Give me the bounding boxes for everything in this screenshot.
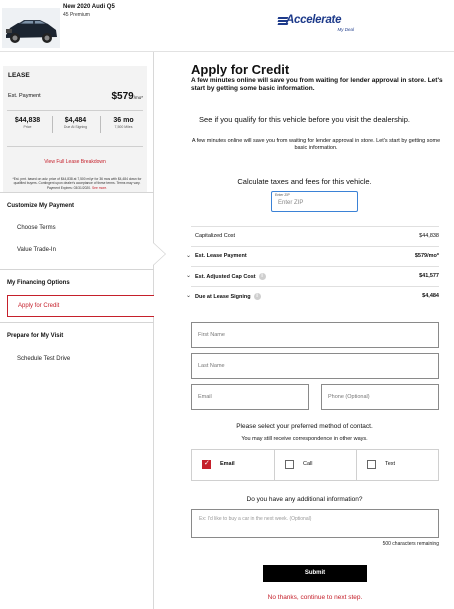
page-title: Apply for Credit xyxy=(191,62,290,77)
sidebar-item-value-trade-in[interactable]: Value Trade-In xyxy=(17,247,56,253)
row-value: $44,838 xyxy=(419,233,439,239)
row-value: $579/mo* xyxy=(414,253,439,259)
row-label-wrap xyxy=(195,293,261,300)
car-name: New 2020 Audi Q5 xyxy=(63,4,115,10)
accelerate-logo[interactable] xyxy=(278,14,358,36)
contact-method-text[interactable] xyxy=(356,450,438,480)
sidebar-divider xyxy=(0,322,154,323)
car-thumbnail xyxy=(2,8,60,48)
call-checkbox[interactable] xyxy=(285,460,294,469)
lease-title: LEASE xyxy=(8,72,30,79)
row-label: Est. Adjusted Cap Cost xyxy=(195,273,256,280)
page-header xyxy=(0,0,454,52)
lease-disclaimer xyxy=(7,177,147,190)
view-lease-breakdown-link[interactable]: View Full Lease Breakdown xyxy=(44,159,106,165)
chevron-down-icon: ⌄ xyxy=(186,293,192,299)
row-label: Est. Lease Payment xyxy=(195,253,247,259)
row-label-wrap xyxy=(195,273,266,280)
est-payment-label: Est. Payment xyxy=(8,93,41,99)
card-divider xyxy=(7,146,143,147)
contact-method-label: Text xyxy=(385,461,396,467)
qualify-description: A few minutes online will save you from waiting for lender approval in store. Let's start by getting some basic information. xyxy=(191,138,441,151)
no-thanks-link[interactable]: No thanks, continue to next step. xyxy=(267,594,363,601)
sidebar-divider xyxy=(0,192,154,193)
row-capitalized-cost xyxy=(191,226,439,244)
zip-floating-label: Enter ZIP xyxy=(275,193,290,197)
qualify-heading: See if you qualify for this vehicle before you visit the dealership. xyxy=(199,115,410,124)
characters-remaining: 500 characters remaining xyxy=(382,541,439,547)
sidebar-heading-financing: My Financing Options xyxy=(7,280,70,286)
sidebar-divider xyxy=(0,269,154,270)
stat-term xyxy=(101,117,146,129)
contact-method-label: Call xyxy=(303,461,313,467)
row-value: $4,484 xyxy=(422,293,439,299)
contact-method-group xyxy=(191,449,439,481)
last-name-field[interactable] xyxy=(191,353,439,379)
contact-preference-heading: Please select your preferred method of contact. xyxy=(236,423,373,430)
disclaimer-text: *Est. pmt. based on adv. price of $44,838 at 7,500 mi/yr for 36 mos with $4,484 down for qualified buyers. Contingent upon dealer's acceptance of these terms. Terms may vary. Payment Expires: 03/31/2020. xyxy=(12,177,142,190)
main-content xyxy=(155,52,454,609)
disclaimer-see-more-link[interactable]: See more. xyxy=(91,185,108,190)
stat-price xyxy=(5,117,50,129)
contact-method-label: Email xyxy=(220,461,235,467)
sidebar-item-choose-terms[interactable]: Choose Terms xyxy=(17,225,56,231)
logo-text: Accelerate xyxy=(286,14,342,26)
contact-method-email[interactable] xyxy=(192,450,274,480)
lease-summary-card xyxy=(3,66,147,192)
text-checkbox[interactable] xyxy=(367,460,376,469)
stat-label: Price xyxy=(23,125,32,129)
first-name-placeholder: First Name xyxy=(198,332,225,338)
phone-placeholder: Phone (Optional) xyxy=(328,394,370,400)
row-est-lease-payment[interactable] xyxy=(186,246,439,264)
sidebar xyxy=(0,52,154,609)
row-label: Capitalized Cost xyxy=(195,233,236,239)
zip-placeholder: Enter ZIP xyxy=(278,200,304,206)
additional-info-textarea[interactable] xyxy=(191,509,439,538)
chevron-down-icon: ⌄ xyxy=(186,273,192,279)
stat-label: 7,500 Miles xyxy=(114,125,133,129)
first-name-field[interactable] xyxy=(191,322,439,348)
sidebar-item-apply-for-credit[interactable] xyxy=(7,295,154,317)
sidebar-item-label: Apply for Credit xyxy=(18,303,60,309)
est-payment-amount: $579 xyxy=(111,91,134,102)
stat-value: $4,484 xyxy=(64,117,87,124)
est-payment-unit: /mo* xyxy=(133,95,143,100)
stat-value: $44,838 xyxy=(14,117,41,124)
stat-label: Due At Signing xyxy=(63,125,88,129)
page-subtitle: A few minutes online will save you from waiting for lender approval in store. Let's start by getting some basic information. xyxy=(191,77,443,92)
car-trim: 45 Premium xyxy=(63,12,90,18)
contact-preference-note: You may still receive correspondence in other ways. xyxy=(241,436,368,442)
logo-subtext: My Deal xyxy=(337,27,354,32)
email-checkbox[interactable] xyxy=(202,460,211,469)
phone-field[interactable] xyxy=(321,384,439,410)
stat-value: 36 mo xyxy=(113,117,134,124)
card-divider xyxy=(7,110,143,111)
row-value: $41,577 xyxy=(419,273,439,279)
last-name-placeholder: Last Name xyxy=(198,363,225,369)
zip-input[interactable] xyxy=(271,191,358,212)
sidebar-heading-prepare: Prepare for My Visit xyxy=(7,333,64,339)
sidebar-heading-customize: Customize My Payment xyxy=(7,203,75,209)
row-due-at-lease-signing[interactable] xyxy=(186,286,439,304)
email-placeholder: Email xyxy=(198,394,212,400)
contact-method-call[interactable] xyxy=(274,450,356,480)
additional-info-placeholder: Ex: I'd like to buy a car in the next week. (Optional) xyxy=(199,516,312,522)
calculate-taxes-heading: Calculate taxes and fees for this vehicle. xyxy=(237,177,372,186)
row-est-adjusted-cap-cost[interactable] xyxy=(186,266,439,284)
stat-due-at-signing xyxy=(53,117,98,129)
row-label: Due at Lease Signing xyxy=(195,293,251,300)
additional-info-heading: Do you have any additional information? xyxy=(246,496,363,503)
email-field[interactable] xyxy=(191,384,309,410)
submit-button[interactable]: Submit xyxy=(263,565,367,582)
info-icon[interactable]: i xyxy=(254,293,261,300)
sidebar-item-schedule-test-drive[interactable]: Schedule Test Drive xyxy=(17,356,71,362)
est-payment-value xyxy=(111,91,143,102)
info-icon[interactable]: i xyxy=(259,273,266,280)
chevron-down-icon: ⌄ xyxy=(186,253,192,259)
